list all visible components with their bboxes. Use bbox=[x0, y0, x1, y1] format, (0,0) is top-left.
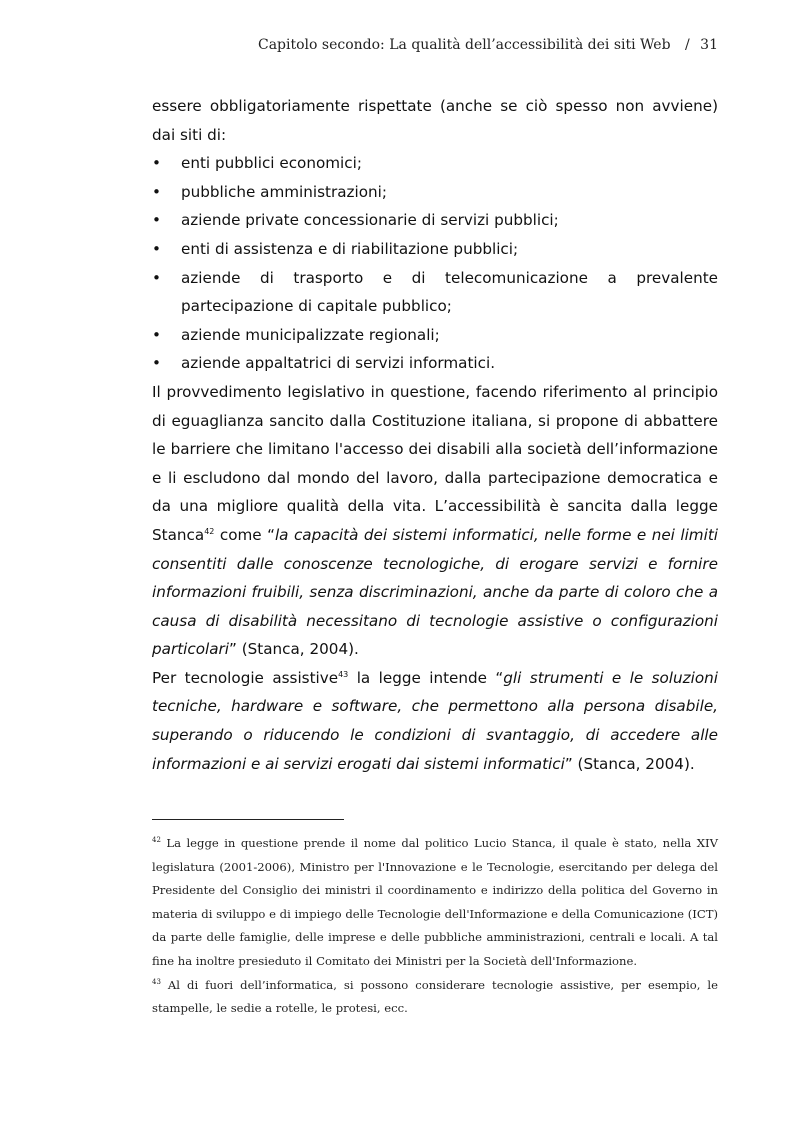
paragraph-assistive-text: Per tecnologie assistive bbox=[152, 668, 339, 687]
list-item-text: aziende private concessionarie di servizi pubblici; bbox=[181, 211, 559, 230]
footnotes bbox=[152, 832, 718, 1021]
footnote-number: 43 bbox=[152, 977, 161, 986]
intro-paragraph: essere obbligatoriamente rispettate (anche se ciò spesso non avviene) dai siti di: bbox=[152, 97, 718, 144]
list-item-text: enti pubblici economici; bbox=[181, 154, 362, 173]
assistive-definition-quote: gli strumenti e le soluzioni tecniche, hardware e software, che permettono alla persona disabile, superando o riducendo le condizioni di svantaggio, di accedere alle informazioni e ai servizi erogati dai sistemi informatici bbox=[152, 668, 718, 773]
accessibility-definition-quote: la capacità dei sistemi informatici, nelle forme e nei limiti consentiti dalle conoscenze tecnologiche, di erogare servizi e fornire informazioni fruibili, senza discriminazioni, anche da parte di coloro che a causa di disabilità necessitano di tecnologie assistive o configurazioni particolari bbox=[152, 525, 718, 659]
paragraph-law-connector: come “ bbox=[214, 525, 275, 544]
list-item-text: pubbliche amministrazioni; bbox=[181, 182, 387, 201]
list-item bbox=[152, 235, 718, 264]
bullet-icon: • bbox=[152, 182, 161, 201]
page-number: 31 bbox=[700, 37, 718, 53]
header-separator: / bbox=[685, 37, 690, 53]
list-item bbox=[152, 149, 718, 178]
paragraph-assistive-citation: ” (Stanca, 2004). bbox=[564, 754, 695, 773]
paragraph-law-text: Il provvedimento legislativo in questione, facendo riferimento al principio di eguaglianza sancito dalla Costituzione italiana, si propone di abbattere le barriere che limitano l'accesso dei disabili alla società dell’informazione e li escludono dal mondo del lavoro, dalla partecipazione democratica e da una migliore qualità della vita. L’accessibilità è sancita dalla legge Stanca bbox=[152, 382, 718, 544]
footnote-text: La legge in questione prende il nome dal politico Lucio Stanca, il quale è stato, nella XIV legislatura (2001-2006), Ministro per l'Innovazione e le Tecnologie, esercitando per delega del Presidente del Consiglio dei ministri il coordinamento e indirizzo della politica del Governo in materia di sviluppo e di impiego delle Tecnologie dell'Informazione e della Comunicazione (ICT) da parte delle famiglie, delle imprese e delle pubbliche amministrazioni, centrali e locali. A tal fine ha inoltre presieduto il Comitato dei Ministri per la Società dell'Informazione. bbox=[152, 836, 718, 968]
paragraph-law bbox=[152, 378, 718, 664]
bullet-icon: • bbox=[152, 211, 161, 230]
bullet-icon: • bbox=[152, 354, 161, 373]
list-item bbox=[152, 178, 718, 207]
running-header bbox=[258, 37, 718, 53]
list-item bbox=[152, 349, 718, 378]
list-item-text: aziende appaltatrici di servizi informatici. bbox=[181, 354, 496, 373]
bullet-icon: • bbox=[152, 154, 161, 173]
bullet-list bbox=[152, 149, 718, 378]
footnote-text: Al di fuori dell’informatica, si possono considerare tecnologie assistive, per esempio, le stampelle, le sedie a rotelle, le protesi, ecc. bbox=[152, 977, 718, 1016]
footnote-ref-42[interactable]: 42 bbox=[204, 526, 215, 536]
paragraph-assistive bbox=[152, 664, 718, 778]
list-item bbox=[152, 206, 718, 235]
list-item-text: aziende municipalizzate regionali; bbox=[181, 325, 440, 344]
footnote-divider bbox=[152, 819, 344, 820]
list-item bbox=[152, 264, 718, 321]
footnote-ref-43[interactable]: 43 bbox=[338, 669, 349, 679]
footnote-43 bbox=[152, 974, 718, 1021]
bullet-icon: • bbox=[152, 239, 161, 258]
footnote-number: 42 bbox=[152, 836, 161, 844]
main-text bbox=[152, 92, 718, 778]
paragraph-assistive-connector: la legge intende “ bbox=[348, 668, 504, 687]
list-item-text: enti di assistenza e di riabilitazione pubblici; bbox=[181, 239, 519, 258]
bullet-icon: • bbox=[152, 325, 161, 344]
list-item-text: aziende di trasporto e di telecomunicazione a prevalente partecipazione di capitale pubblico; bbox=[181, 268, 718, 316]
chapter-title: Capitolo secondo: La qualità dell’accessibilità dei siti Web bbox=[258, 37, 671, 53]
bullet-icon: • bbox=[152, 268, 161, 287]
list-item bbox=[152, 321, 718, 350]
paragraph-law-citation: ” (Stanca, 2004). bbox=[229, 640, 359, 659]
footnote-42 bbox=[152, 832, 718, 974]
